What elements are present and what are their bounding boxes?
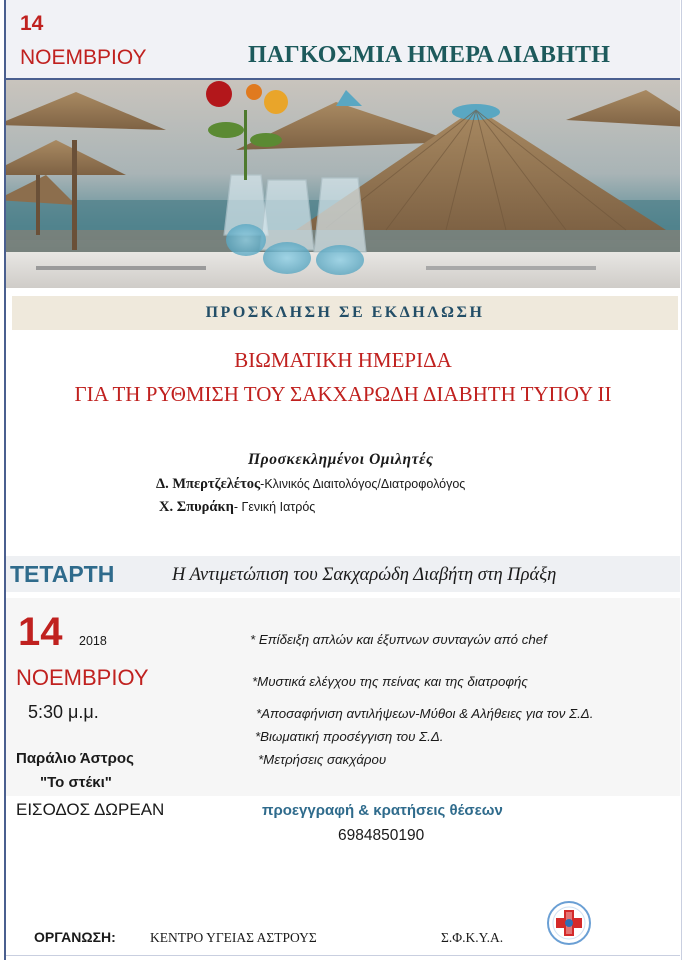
speaker-2-name: Χ. Σπυράκη	[159, 499, 234, 515]
header-day: 14	[20, 12, 44, 35]
event-year: 2018	[79, 634, 107, 648]
weekday: ΤΕΤΑΡΤΗ	[10, 561, 115, 587]
speaker-2	[159, 499, 315, 516]
speakers-heading: Προσκεκλημένοι Ομιλητές	[248, 451, 434, 468]
free-entry: ΕΙΣΟΔΟΣ ΔΩΡΕΑΝ	[16, 800, 165, 819]
invitation-text: ΠΡΟΣΚΛΗΣΗ ΣΕ ΕΚΔΗΛΩΣΗ	[205, 304, 485, 321]
page-title: ΠΑΓΚΟΣΜΙΑ ΗΜΕΡΑ ΔΙΑΒΗΤΗ	[248, 42, 611, 68]
registration-phone[interactable]: 6984850190	[338, 827, 425, 844]
organizer-label: ΟΡΓΑΝΩΣΗ:	[34, 929, 116, 945]
topic-item: *Μετρήσεις σακχάρου	[258, 752, 387, 767]
topic-item: *Μυστικά ελέγχου της πείνας και της διατροφής	[252, 674, 528, 689]
speaker-1	[156, 476, 465, 493]
event-title-line1: ΒΙΩΜΑΤΙΚΗ ΗΜΕΡΙΔΑ	[234, 348, 452, 372]
organizer-name: ΚΕΝΤΡΟ ΥΓΕΙΑΣ ΑΣΤΡΟΥΣ	[150, 930, 317, 945]
beach-table-photo	[6, 80, 680, 288]
day-band	[6, 556, 680, 592]
bottom-rule	[6, 955, 680, 956]
event-time: 5:30 μ.μ.	[28, 702, 99, 722]
event-month: ΝΟΕΜΒΡΙΟΥ	[16, 665, 149, 690]
speaker-2-role: - Γενική Ιατρός	[233, 500, 316, 514]
partner-logo-icon	[537, 898, 601, 948]
header-month: ΝΟΕΜΒΡΙΟΥ	[20, 46, 147, 69]
event-title-line2: ΓΙΑ ΤΗ ΡΥΘΜΙΣΗ ΤΟΥ ΣΑΚΧΑΡΩΔΗ ΔΙΑΒΗΤΗ ΤΥΠΟΥ ΙΙ	[74, 382, 612, 406]
speaker-1-role: -Κλινικός Διαιτολόγος/Διατροφολόγος	[260, 477, 466, 491]
session-title: Η Αντιμετώπιση του Σακχαρώδη Διαβήτη στη Πράξη	[172, 565, 557, 585]
invitation-band	[12, 296, 678, 330]
registration-label: προεγγραφή & κρατήσεις θέσεων	[262, 802, 503, 819]
partner-name: Σ.Φ.Κ.Υ.Α.	[441, 930, 504, 945]
page-border-right	[681, 0, 682, 960]
speaker-1-name: Δ. Μπερτζελέτος	[156, 476, 261, 492]
venue-location: Παράλιο Άστρος	[16, 750, 134, 767]
event-day: 14	[18, 610, 63, 654]
venue-name: "Το στέκι"	[40, 774, 112, 791]
topic-item: *Βιωματική προσέγγιση του Σ.Δ.	[255, 729, 444, 744]
topic-item: * Επίδειξη απλών και έξυπνων συνταγών από chef	[250, 632, 547, 647]
topic-item: *Αποσαφήνιση αντιλήψεων-Μύθοι & Αλήθειες για τον Σ.Δ.	[256, 706, 594, 721]
header	[6, 0, 680, 80]
